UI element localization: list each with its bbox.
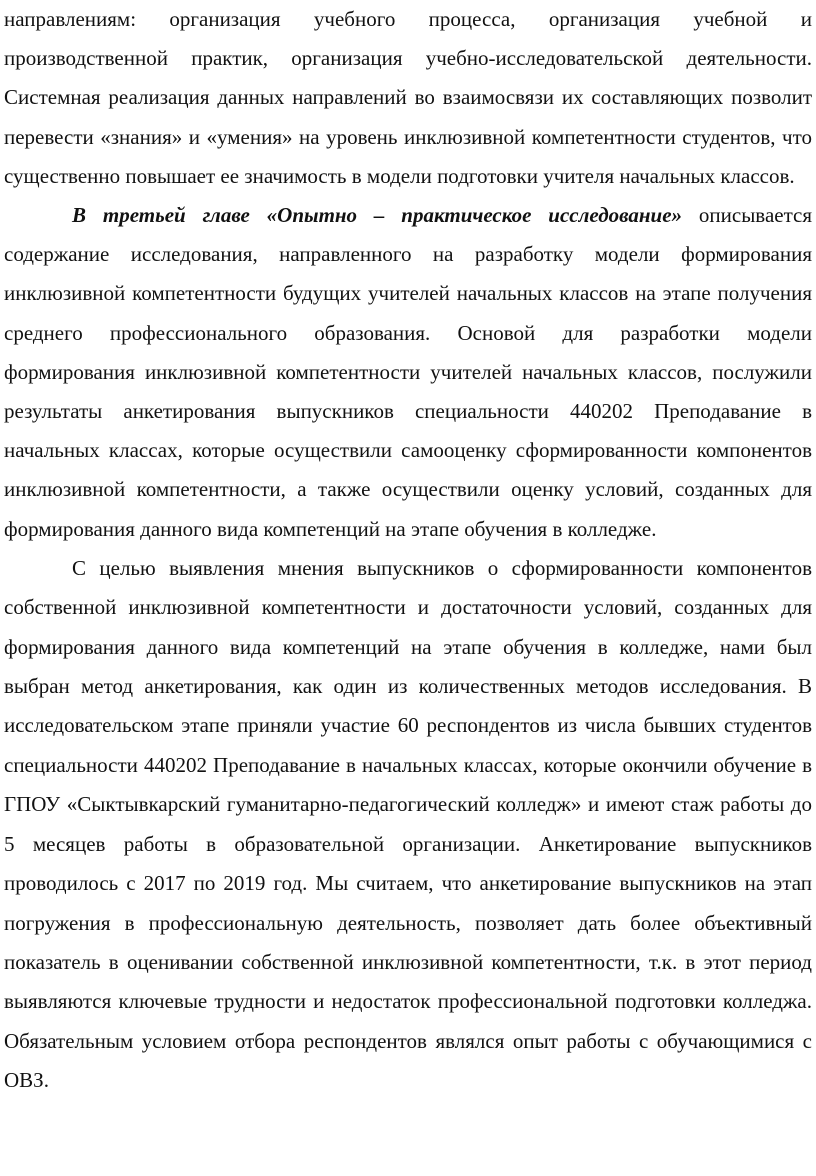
chapter-reference: В третьей главе «Опытно – практическое исследование» <box>72 203 683 228</box>
document-page <box>4 0 812 1101</box>
paragraph-2 <box>4 196 812 549</box>
paragraph-3: С целью выявления мнения выпускников о сформированности компонентов собственной инклюзивной компетентности и достаточности условий, созданных для формирования данного вида компетенций на этапе обучения в колледже, нами был выбран метод анкетирования, как один из количественных методов исследования. В исследовательском этапе приняли участие 60 респондентов из числа бывших студентов специальности 440202 Преподавание в начальных классах, которые окончили обучение в ГПОУ «Сыктывкарский гуманитарно-педагогический колледж» и имеют стаж работы до 5 месяцев работы в образовательной организации. Анкетирование выпускников проводилось с 2017 по 2019 год. Мы считаем, что анкетирование выпускников на этап погружения в профессиональную деятельность, позволяет дать более объективный показатель в оценивании собственной инклюзивной компетентности, т.к. в этот период выявляются ключевые трудности и недостаток профессиональной подготовки колледжа. Обязательным условием отбора респондентов являлся опыт работы с обучающимися с ОВЗ. <box>4 555 812 1093</box>
paragraph-2-text: описывается содержание исследования, направленного на разработку модели формирования инклюзивной компетентности будущих учителей начальных классов на этапе получения среднего профессионального образования. Основой для разработки модели формирования инклюзивной компетентности учителей начальных классов, послужили результаты анкетирования выпускников специальности 440202 Преподавание в начальных классах, которые осуществили самооценку сформированности компонентов инклюзивной компетентности, а также осуществили оценку условий, созданных для формирования данного вида компетенций на этапе обучения в колледже. <box>4 203 812 541</box>
paragraph-1: направлениям: организация учебного процесса, организация учебной и производственной практик, организация учебно-исследовательской деятельности. Системная реализация данных направлений во взаимосвязи их составляющих позволит перевести «знания» и «умения» на уровень инклюзивной компетентности студентов, что существенно повышает ее значимость в модели подготовки учителя начальных классов. <box>4 7 812 188</box>
